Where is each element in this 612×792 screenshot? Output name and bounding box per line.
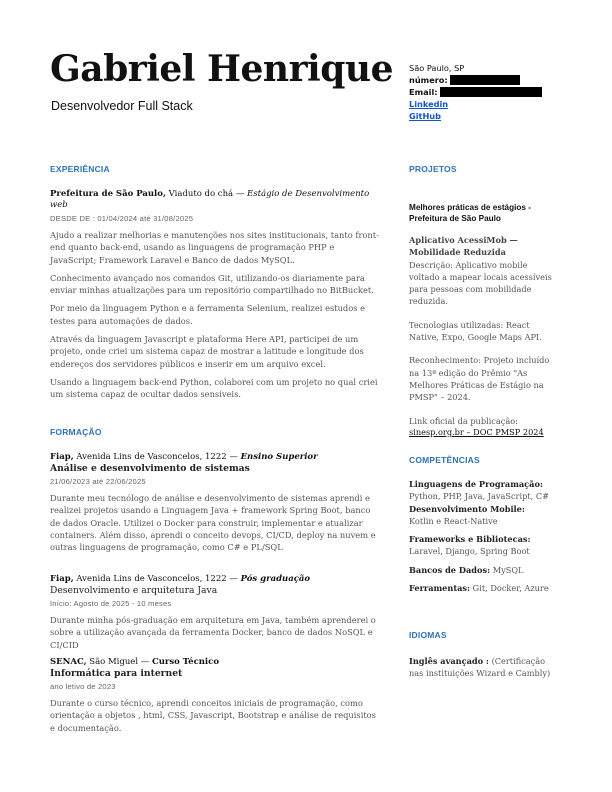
experience-role: Estágio de Desenvolvimento web [50,189,370,210]
education-course: Informática para internet [50,668,183,679]
project-description: Descrição: Aplicativo mobile voltado a mapear locais acessíveis para pessoas com mobilidade reduzida. [409,259,552,307]
languages-heading: IDIOMAS [409,630,447,640]
projects-block [409,203,559,437]
separator: — [226,452,241,462]
skill-frameworks-value: Laravel, Django, Spring Boot [409,546,530,557]
experience-paragraph: Conhecimento avançado nos comandos Git, utilizando-os diariamente para enviar minhas atualizações para um repositório compartilhado no BitBucket. [50,272,374,296]
education-entry [50,452,380,553]
experience-paragraph: Ajudo a realizar melhorias e manutenções nos sites institucionais, tanto front-end quanto back-end, usando as linguagens de programação PHP e JavaScript; Framework Laravel e Banco de dados MySQL. [50,230,379,265]
education-org: SENAC, [50,657,87,667]
project-tech: Tecnologias utilizadas: React Native, Expo, Google Maps API. [409,319,542,343]
email-label: Email: [409,87,438,97]
phone-line [409,74,542,86]
education-dates: ano letivo de 2023 [50,682,116,691]
skill-databases [409,564,559,576]
project-link[interactable]: sinesp.org.br – DOC PMSP 2024 [409,426,544,437]
location: São Paulo, SP [409,63,465,73]
skill-label: Desenvolvimento Mobile: [409,503,525,514]
education-org: Fiap, [50,452,74,462]
email-redacted [440,87,542,97]
skill-label: Bancos de Dados: [409,564,491,575]
education-course: Análise e desenvolvimento de sistemas [50,463,250,474]
experience-paragraph: Através da linguagem Javascript e plataforma Here API, participei de um projeto, onde criei um sistema capaz de mostrar a latitude e longitude dos endereços dos servidores públicos e inserir em um arquivo excel. [50,334,364,369]
skill-value: MySQL [490,564,524,575]
experience-entry-title [50,189,380,211]
experience-paragraph: Por meio da linguagem Python e a ferramenta Selenium, realizei estudos e testes para automações de dados. [50,303,366,326]
project-title: Aplicativo AcessiMob — Mobilidade Reduzida [409,235,518,258]
skill-programming [409,478,559,490]
candidate-name: Gabriel Henrique [50,48,393,90]
skill-value: Git, Docker, Azure [470,583,549,594]
education-level: Ensino Superior [240,452,318,462]
skill-frameworks [409,533,559,545]
experience-dates: DESDE DE : 01/04/2024 até 31/08/2025 [50,214,194,223]
education-entry [50,657,380,734]
education-entry-title [50,657,380,668]
education-heading: FORMAÇÃO [50,427,102,437]
education-course: Desenvolvimento e arquitetura Java [50,585,218,596]
github-link[interactable]: GitHub [409,111,441,121]
experience-heading: EXPERIÊNCIA [50,164,110,174]
education-dates: 21/06/2023 até 22/06/2025 [50,477,146,486]
separator: — [226,574,241,584]
education-description: Durante meu tecnólogo de análise e desenvolvimento de sistemas aprendi e realizei projetos usando a Linguagem Java + framework Spring Boot, banco de dados Oracle. Utilizei o Docker para construir, implementar e atualizar containers. Além disso, aprendi o conceito devops, CI/CD, deploy na nuvem e outras linguagens de programação, como C# e PL/SQL [50,493,376,553]
education-description: Durante o curso técnico, aprendi conceitos iniciais de programação, como orientação a objetos , html, CSS, Javascript, Bootstrap e análise de requisitos e documentação. [50,698,376,733]
project-recognition: Reconhecimento: Projeto incluído na 13ª edição do Prêmio "As Melhores Práticas de Estágio na PMSP" – 2024. [409,355,550,403]
linkedin-link[interactable]: Linkedin [409,99,449,109]
education-dates: Início: Agosto de 2025 - 10 meses [50,599,172,608]
skill-label: Linguagens de Programação: [409,479,543,489]
skill-label: Ferramentas: [409,583,471,594]
skill-mobile [409,503,559,515]
skill-mobile-value: Kotlin e React-Native [409,515,498,526]
job-title: Desenvolvedor Full Stack [51,99,193,113]
education-level: Curso Técnico [151,657,219,667]
skill-label: Frameworks e Bibliotecas: [409,534,531,545]
contact-block [409,62,542,122]
language-label: Inglês avançado : [409,656,489,666]
language-value: (Certificação nas instituições Wizard e Cambly) [409,656,551,679]
education-place: Avenida Lins de Vasconcelos, 1222 [73,452,227,462]
separator: — [138,657,152,667]
separator: — [233,189,248,199]
projects-heading: PROJETOS [409,164,457,174]
skills-heading: COMPETÊNCIAS [409,455,480,465]
skill-tools [409,582,559,594]
education-place: Avenida Lins de Vasconcelos, 1222 [73,574,227,584]
project-group-title: Melhores práticas de estágios - Prefeitura de São Paulo [409,203,531,223]
education-level: Pós graduação [240,574,311,584]
skills-block [409,478,559,594]
education-entry [50,574,380,651]
education-entry-title [50,452,380,463]
experience-place: Viaduto do chá [165,189,234,199]
experience-entry [50,189,380,401]
email-line [409,86,542,98]
phone-redacted [450,75,520,85]
experience-org: Prefeitura de São Paulo, [50,189,166,199]
education-org: Fiap, [50,574,74,584]
language-english [409,655,559,680]
education-description: Durante minha pós-graduação em arquitetura em Java, também aprenderei o sobre a utilização avançada da ferramenta Docker, banco de dados NoSQL e CI/CID [50,615,376,650]
education-entry-title [50,574,380,585]
skill-programming-value: Python, PHP, Java, JavaScript, C# [409,491,549,502]
project-link-label: Link oficial da publicação: [409,415,518,426]
education-place: São Miguel [86,657,139,667]
phone-label: número: [409,75,448,85]
experience-paragraph: Usando a linguagem back-end Python, colaborei com um projeto no qual criei um sistema capaz de ocultar dados sensíveis. [50,376,378,400]
